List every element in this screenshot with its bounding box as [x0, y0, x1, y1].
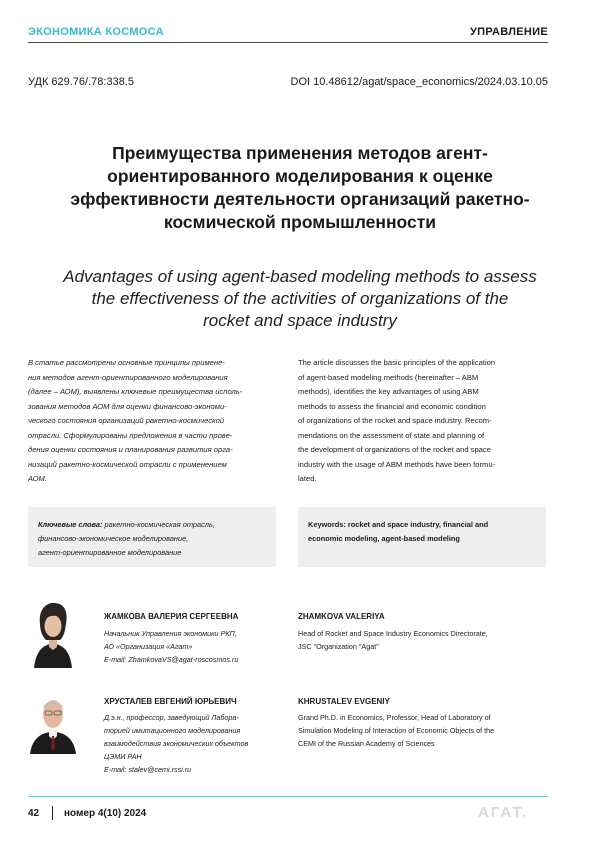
title-ru-line: ориентированного моделирования к оценке — [107, 166, 493, 186]
doi-code: DOI 10.48612/agat/space_economics/2024.03.10.05 — [290, 76, 548, 88]
abstract-en-line: The article discusses the basic principles of the application — [298, 358, 496, 367]
keywords-ru-box — [28, 507, 276, 567]
author-email[interactable]: E-mail: ZhamkovaVS@agat-roscosmos.ru — [104, 655, 239, 664]
author-info-ru-line: АО «Организация «Агат» — [104, 642, 193, 651]
abstract-ru-line: зования методов АОМ для оценки финансово-экономи- — [28, 401, 227, 411]
abstract-en-line: of agent-based modeling methods (hereinafter – ABM — [298, 372, 479, 382]
keywords-ru-line: финансово-экономическое моделирование, — [38, 534, 189, 543]
title-ru-line: Преимущества применения методов агент- — [112, 143, 488, 163]
author-info-en-line: Head of Rocket and Space Industry Economics Directorate, — [298, 629, 488, 638]
author-info-ru-line: торией имитационного моделирования — [104, 726, 241, 735]
author-name-en: ZHAMKOVA VALERIYA — [298, 612, 385, 621]
title-en-line: the effectiveness of the activities of organizations of the — [91, 289, 509, 308]
abstract-ru-line: отрасли. Сформулированы предложения в части прове- — [28, 430, 233, 440]
author-info-ru-line: Д.э.н., профессор, заведующий Лабора- — [104, 713, 239, 722]
abstract-ru-line: ческого состояния организаций ракетно-космической — [28, 416, 225, 425]
abstract-ru-line: В статье рассмотрены основные принципы примене- — [28, 358, 225, 367]
title-ru-line: эффективности деятельности организаций ракетно- — [70, 189, 530, 209]
keywords-ru-value: ракетно-космическая отрасль, — [102, 520, 215, 529]
author-info-ru-line: Начальник Управления экономики РКП, — [104, 629, 237, 638]
author-info-en — [298, 627, 548, 653]
footer-separator — [52, 806, 53, 820]
author-info-ru — [104, 627, 284, 666]
abstract-en-line: mendations on the assessment of state and planning of — [298, 430, 485, 440]
author-email[interactable]: E-mail: stalev@cemi.rssi.ru — [104, 765, 192, 774]
abstract-en-line: industry with the usage of ABM methods have been formu- — [298, 459, 496, 469]
abstract-ru-line: ния методов агент-ориентированного моделирования — [28, 372, 228, 382]
abstract-en-line: lated. — [298, 474, 317, 483]
journal-section-label: ЭКОНОМИКА КОСМОСА — [28, 26, 164, 38]
author-info-en-line: Grand Ph.D. in Economics, Professor, Head of Laboratory of — [298, 713, 491, 722]
abstract-en-line: methods), identifies the key advantages of using ABM — [298, 387, 479, 396]
footer-divider — [28, 796, 548, 797]
author-info-ru — [104, 711, 284, 776]
author-name-en: KHRUSTALEV EVGENIY — [298, 697, 390, 706]
keywords-en-line: Keywords: rocket and space industry, financial and — [308, 520, 489, 529]
keywords-ru-line — [38, 518, 268, 532]
keywords-ru-line: агент-ориентированное моделирование — [38, 548, 182, 557]
rubric-label: УПРАВЛЕНИЕ — [470, 26, 548, 38]
author-info-en-line: Simulation Modeling of Interaction of Economic Objects of the — [298, 726, 495, 735]
author-info-en-line: JSC "Organization "Agat" — [298, 642, 379, 651]
author-info-en — [298, 711, 548, 750]
abstract-ru-line: дения оценки состояния и планирования развития орга- — [28, 445, 233, 454]
abstract-en-line: of organizations of the rocket and space industry. Recom- — [298, 416, 492, 425]
article-title-en — [30, 266, 570, 332]
title-en-line: Advantages of using agent-based modeling methods to assess — [63, 267, 537, 286]
author-name-ru: ХРУСТАЛЕВ ЕВГЕНИЙ ЮРЬЕВИЧ — [104, 697, 237, 706]
udk-code: УДК 629.76/.78:338.5 — [28, 76, 134, 88]
abstract-ru-line: АОМ. — [28, 474, 47, 483]
keywords-en-box — [298, 507, 546, 567]
author-name-ru: ЖАМКОВА ВАЛЕРИЯ СЕРГЕЕВНА — [104, 612, 239, 621]
abstract-ru-line: низаций ракетно-космической отрасли с применением — [28, 459, 227, 469]
abstract-en-line: methods to assess the financial and economic condition — [298, 401, 486, 411]
abstract-en — [298, 356, 546, 487]
author-info-ru-line: ЦЭМИ РАН — [104, 752, 142, 761]
portrait-woman-icon — [30, 600, 76, 668]
author-photo-khrustalev — [28, 690, 78, 754]
abstract-en-line: the development of organizations of the rocket and space — [298, 445, 491, 454]
abstract-ru — [28, 356, 278, 487]
author-info-ru-line: взаимодействия экономических объектов — [104, 739, 249, 748]
page-number: 42 — [28, 808, 40, 819]
agat-logo: АГАТ. — [478, 804, 529, 821]
issue-label: номер 4(10) 2024 — [64, 808, 147, 819]
author-info-en-line: CEMI of the Russian Academy of Sciences — [298, 739, 435, 748]
author-photo-zhamkova — [30, 600, 76, 668]
keywords-en-text — [308, 518, 538, 546]
keywords-en-line: economic modeling, agent-based modeling — [308, 534, 460, 543]
abstract-ru-line: (далее – АОМ), выявлены ключевые преимущества исполь- — [28, 387, 243, 396]
article-title-ru — [40, 142, 560, 234]
keywords-ru-text — [38, 518, 268, 560]
keywords-ru-label: Ключевые слова: — [38, 520, 103, 529]
title-en-line: rocket and space industry — [203, 311, 397, 330]
title-ru-line: космической промышленности — [163, 212, 437, 232]
header-divider — [28, 42, 548, 43]
portrait-man-icon — [28, 690, 78, 754]
